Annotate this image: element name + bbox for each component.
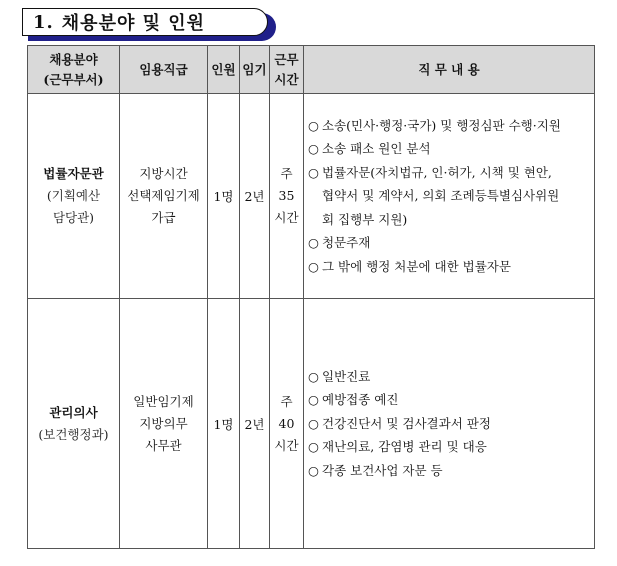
duty-item: ○ 예방접종 예진 xyxy=(308,388,594,412)
circle-bullet-icon: ○ xyxy=(308,392,319,408)
circle-bullet-icon: ○ xyxy=(308,141,319,157)
header-count: 인원 xyxy=(208,46,240,94)
duty-item: ○ 법률자문(자치법규, 인·허가, 시책 및 현안, xyxy=(308,161,594,185)
circle-bullet-icon: ○ xyxy=(308,415,319,431)
dept-line: 담당관) xyxy=(52,210,95,225)
table-row xyxy=(28,299,595,549)
duty-continuation: 협약서 및 계약서, 의회 조례등특별심사위원 xyxy=(322,188,560,204)
dept-line: (기획예산 xyxy=(46,188,101,203)
heading-title: 채용분야 및 인원 xyxy=(61,13,206,34)
circle-bullet-icon: ○ xyxy=(308,164,319,180)
header-hours: 근무 시간 xyxy=(270,46,304,94)
grade-cell: 일반임기제 지방의무 사무관 xyxy=(120,299,208,549)
duty-item: ○ 건강진단서 및 검사결과서 판정 xyxy=(308,412,594,436)
circle-bullet-icon: ○ xyxy=(308,439,319,455)
duties-cell xyxy=(304,299,595,549)
field-cell xyxy=(28,94,120,299)
dept-line: (보건행정과) xyxy=(38,426,109,442)
circle-bullet-icon: ○ xyxy=(308,235,319,251)
heading-box xyxy=(22,8,268,36)
header-duties: 직 무 내 용 xyxy=(304,46,595,94)
term-cell: 2년 xyxy=(240,94,270,299)
header-term: 임기 xyxy=(240,46,270,94)
circle-bullet-icon: ○ xyxy=(308,462,319,478)
term-cell: 2년 xyxy=(240,299,270,549)
duties-cell xyxy=(304,94,595,299)
duty-continuation: 회 집행부 지원) xyxy=(322,211,408,227)
hours-cell: 주 40 시간 xyxy=(270,299,304,549)
header-field: 채용분야 (근무부서) xyxy=(28,46,120,94)
duty-item: ○ 그 밖에 행정 처분에 대한 법률자문 xyxy=(308,255,594,279)
heading-number: 1. xyxy=(33,11,54,33)
grade-cell: 지방시간 선택제임기제 가급 xyxy=(120,94,208,299)
section-heading xyxy=(22,8,277,42)
circle-bullet-icon: ○ xyxy=(308,258,319,274)
recruitment-table xyxy=(27,45,595,549)
duty-item: ○ 각종 보건사업 자문 등 xyxy=(308,459,594,483)
field-name: 법률자문관 xyxy=(43,166,104,181)
circle-bullet-icon: ○ xyxy=(308,117,319,133)
duty-item: ○ 재난의료, 감염병 관리 및 대응 xyxy=(308,435,594,459)
header-row xyxy=(28,46,595,94)
table-row xyxy=(28,94,595,299)
field-name: 관리의사 xyxy=(49,404,98,420)
duty-item: ○ 소송 패소 원인 분석 xyxy=(308,137,594,161)
field-cell xyxy=(28,299,120,549)
circle-bullet-icon: ○ xyxy=(308,368,319,384)
duty-item: ○ 청문주재 xyxy=(308,231,594,255)
count-cell: 1명 xyxy=(208,94,240,299)
hours-cell: 주 35 시간 xyxy=(270,94,304,299)
header-grade: 임용직급 xyxy=(120,46,208,94)
duty-item: ○ 소송(민사·행정·국가) 및 행정심판 수행·지원 xyxy=(308,114,594,138)
duty-item: ○ 일반진료 xyxy=(308,365,594,389)
count-cell: 1명 xyxy=(208,299,240,549)
